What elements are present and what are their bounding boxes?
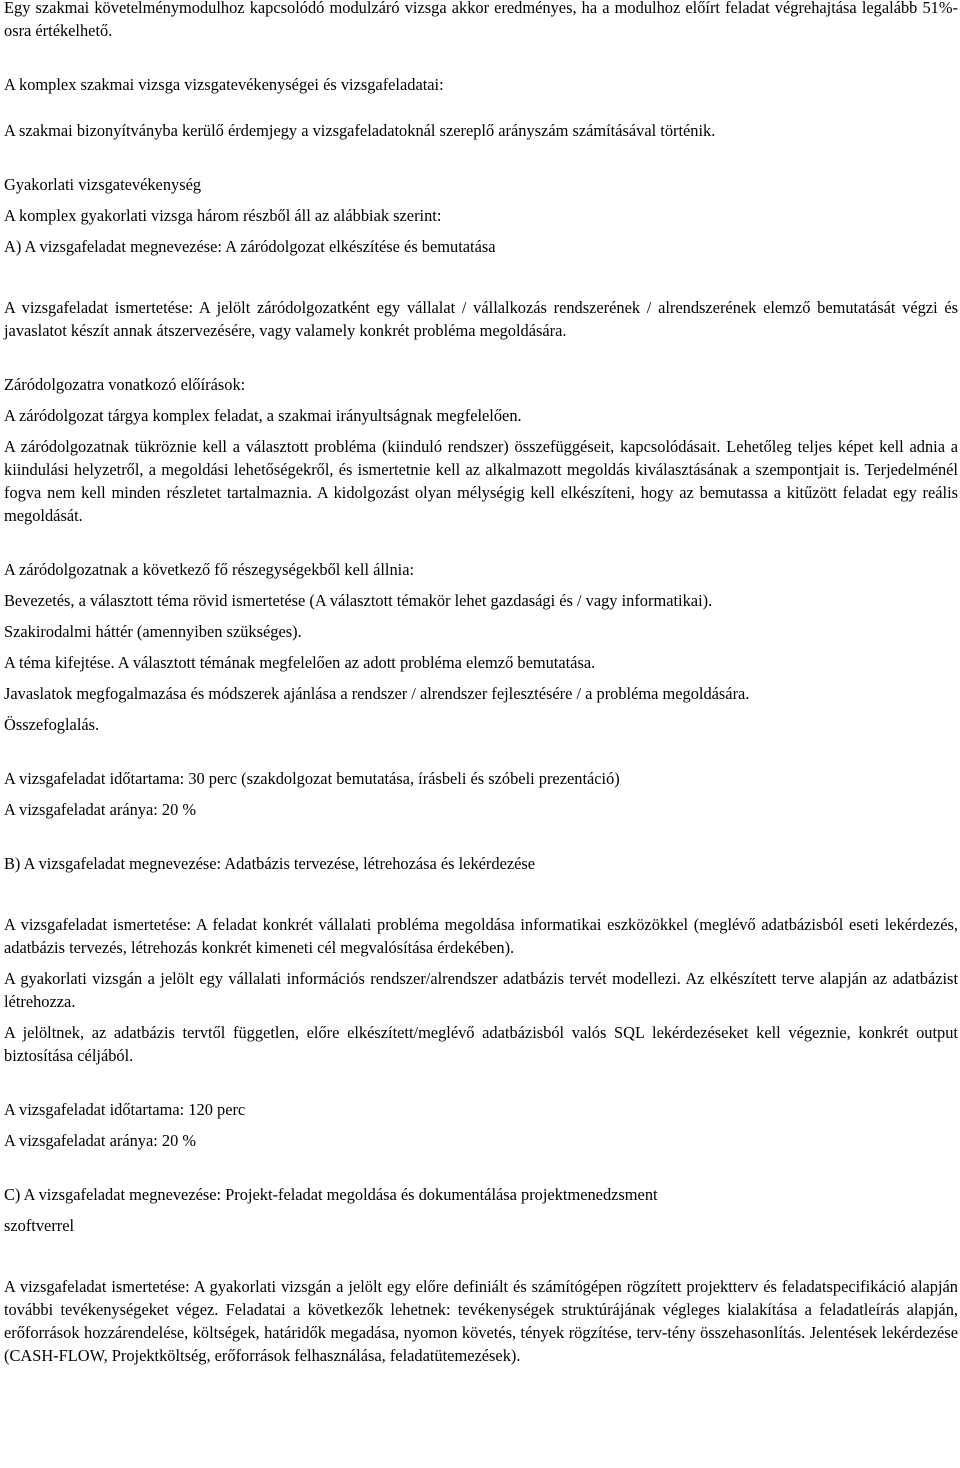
exam-activities-heading: A komplex szakmai vizsga vizsgatevékenységei és vizsgafeladatai: — [4, 75, 444, 94]
thesis-part-item: A téma kifejtése. A választott témának megfelelően az adott probléma elemző bemutatása. — [4, 653, 596, 672]
practical-section-heading: Gyakorlati vizsgatevékenység — [4, 175, 202, 194]
task-c-title: C) A vizsgafeladat megnevezése: Projekt-feladat megoldása és dokumentálása projektmenedzsment — [4, 1185, 658, 1204]
document-page — [4, 0, 958, 1367]
task-a-title: A) A vizsgafeladat megnevezése: A záródolgozat elkészítése és bemutatása — [4, 237, 496, 256]
task-c-title-continued: szoftverrel — [4, 1216, 75, 1235]
thesis-parts-heading: A záródolgozatnak a következő fő részegységekből kell állnia: — [4, 560, 415, 579]
thesis-rules-heading: Záródolgozatra vonatkozó előírások: — [4, 375, 246, 394]
practical-intro-paragraph: A komplex gyakorlati vizsga három részből áll az alábbiak szerint: — [4, 206, 442, 225]
intro-paragraph: Egy szakmai követelménymodulhoz kapcsolódó modulzáró vizsga akkor eredményes, ha a modulhoz előírt feladat végrehajtása legalább 51%-osra értékelhető. — [4, 0, 958, 40]
task-b-description-sql: A jelöltnek, az adatbázis tervtől független, előre elkészített/meglévő adatbázisból valós SQL lekérdezéseket kell végeznie, konkrét output biztosítása céljából. — [4, 1023, 958, 1065]
task-c-description: A vizsgafeladat ismertetése: A gyakorlati vizsgán a jelölt egy előre definiált és számítógépen rögzített projektterv és feladatspecifikáció alapján további tevékenységeket végez. Feladatai a következők lehetnek: tevékenységek struktúrájának végleges kialakítása a feladatleírás alapján, erőforrások hozzárendelése, költségek, határidők megadása, nyomon követés, tények rögzítése, terv-tény összehasonlítás. Jelentések lekérdezése (CASH-FLOW, Projektköltség, erőforrások felhasználása, feladatütemezések). — [4, 1277, 958, 1365]
grade-calculation-paragraph: A szakmai bizonyítványba kerülő érdemjegy a vizsgafeladatoknál szereplő arányszám számításával történik. — [4, 121, 716, 140]
thesis-part-item: Összefoglalás. — [4, 715, 100, 734]
thesis-rules-content: A záródolgozatnak tükröznie kell a választott probléma (kiinduló rendszer) összefüggéseit, kapcsolódásait. Lehetőleg teljes képet kell adnia a kiindulási helyzetről, a megoldási lehetőségekről, és ismertetnie kell az alkalmazott megoldás kiválasztásának a szempontjait is. Terjedelménél fogva nem kell minden részletet tartalmaznia. A kidolgozást olyan mélységig kell elkészíteni, hogy az bemutassa a kitűzött feladat egy reális megoldását. — [4, 437, 958, 525]
thesis-part-item: Szakirodalmi háttér (amennyiben szükséges). — [4, 622, 302, 641]
task-b-title: B) A vizsgafeladat megnevezése: Adatbázis tervezése, létrehozása és lekérdezése — [4, 854, 536, 873]
task-a-duration: A vizsgafeladat időtartama: 30 perc (szakdolgozat bemutatása, írásbeli és szóbeli prezentáció) — [4, 769, 620, 788]
thesis-part-item: Bevezetés, a választott téma rövid ismertetése (A választott témakör lehet gazdasági és / vagy informatikai). — [4, 591, 713, 610]
task-a-description: A vizsgafeladat ismertetése: A jelölt záródolgozatként egy vállalat / vállalkozás rendszerének / alrendszerének elemző bemutatását végzi és javaslatot készít annak átszervezésére, vagy valamely konkrét probléma megoldására. — [4, 298, 958, 340]
task-b-description: A vizsgafeladat ismertetése: A feladat konkrét vállalati probléma megoldása informatikai eszközökkel (meglévő adatbázisból eseti lekérdezés, adatbázis tervezés, létrehozás konkrét kimeneti cél megvalósítása érdekében). — [4, 915, 958, 957]
task-b-ratio: A vizsgafeladat aránya: 20 % — [4, 1131, 197, 1150]
thesis-part-item: Javaslatok megfogalmazása és módszerek ajánlása a rendszer / alrendszer fejlesztésére / a probléma megoldására. — [4, 684, 750, 703]
task-a-ratio: A vizsgafeladat aránya: 20 % — [4, 800, 197, 819]
task-b-duration: A vizsgafeladat időtartama: 120 perc — [4, 1100, 246, 1119]
task-b-description-model: A gyakorlati vizsgán a jelölt egy vállalati információs rendszer/alrendszer adatbázis tervét modellezi. Az elkészített terve alapján az adatbázist létrehozza. — [4, 969, 958, 1011]
thesis-rules-subject: A záródolgozat tárgya komplex feladat, a szakmai irányultságnak megfelelően. — [4, 406, 522, 425]
